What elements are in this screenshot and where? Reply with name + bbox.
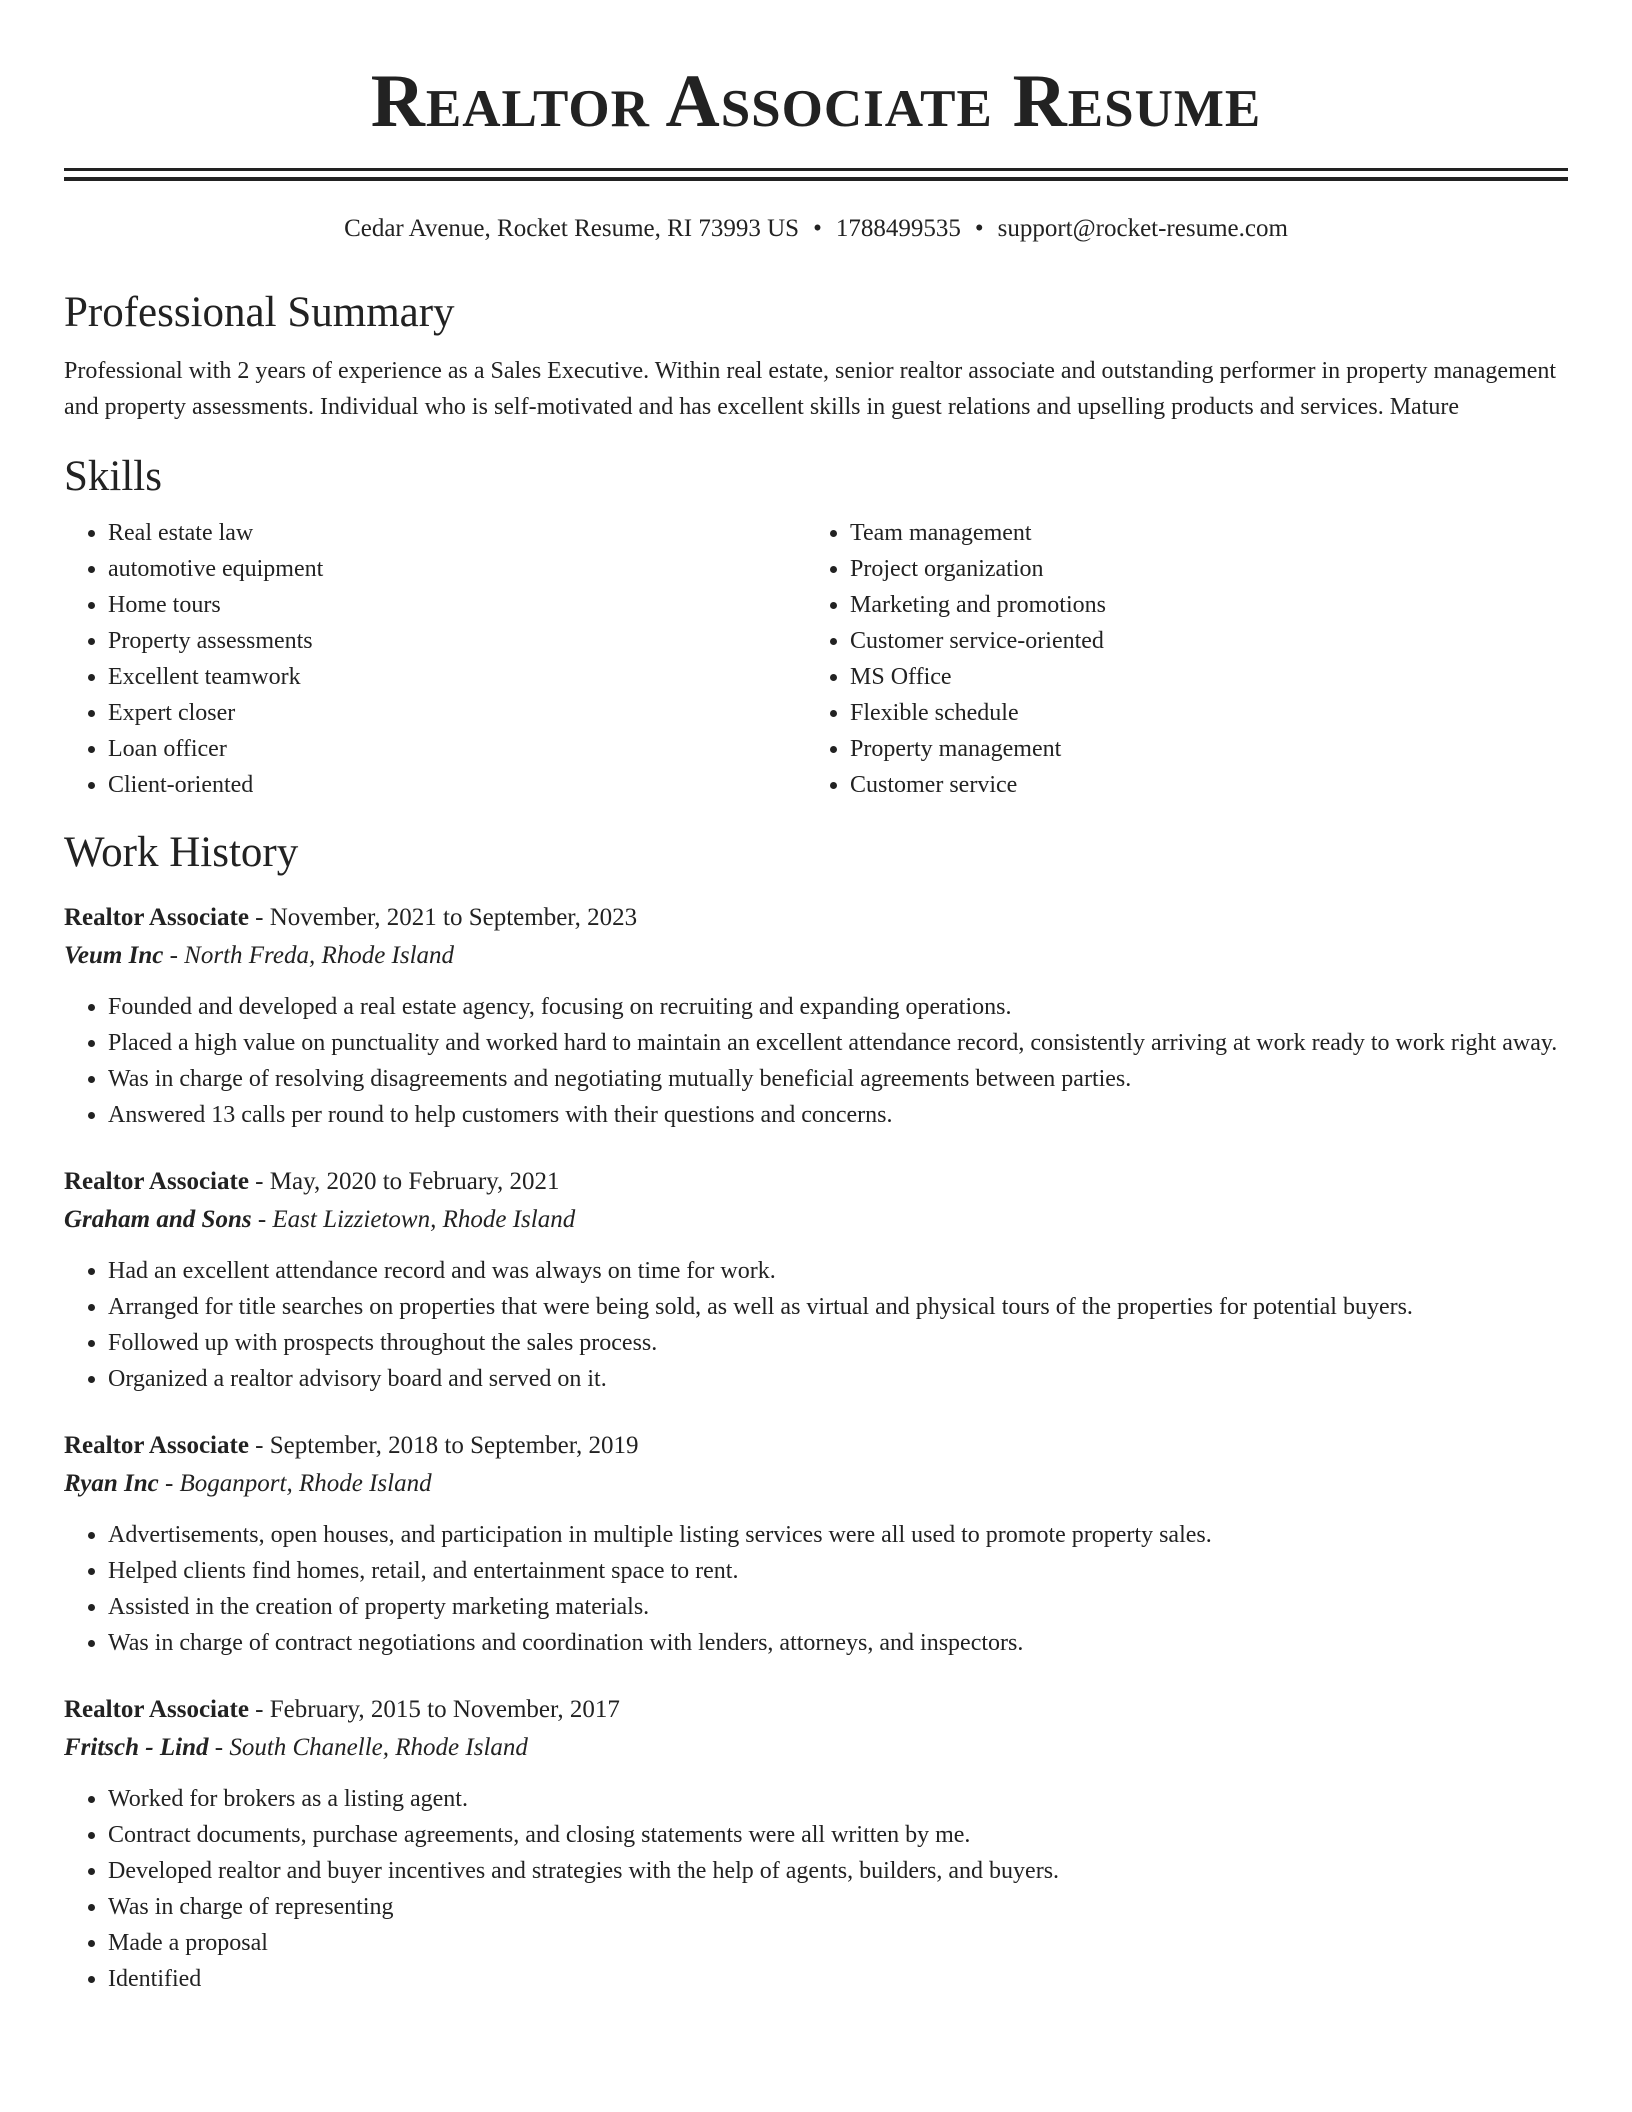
job-company: Fritsch - Lind — [64, 1734, 209, 1761]
job-bullet: • Was in charge of contract negotiations and coordination with lenders, attorneys, and inspectors. — [108, 1625, 1568, 1661]
job-bullets — [64, 989, 1568, 1133]
skill-item: • MS Office — [850, 659, 1550, 695]
job-title-line — [64, 899, 1568, 937]
contact-separator: • — [813, 215, 822, 242]
skill-item: • automotive equipment — [108, 551, 806, 587]
job-role: Realtor Associate — [64, 904, 249, 931]
contact-line — [64, 213, 1568, 245]
contact-phone: 1788499535 — [835, 215, 961, 242]
job-bullets — [64, 1781, 1568, 1997]
job-title-line — [64, 1163, 1568, 1201]
skill-item: • Loan officer — [108, 731, 806, 767]
job-bullet: • Placed a high value on punctuality and worked hard to maintain an excellent attendance record, consistently arriving at work ready to work right away. — [108, 1025, 1568, 1061]
job-dash: - — [248, 904, 270, 931]
job-bullet: • Was in charge of resolving disagreements and negotiating mutually beneficial agreements between parties. — [108, 1061, 1568, 1097]
job-dates: May, 2020 to February, 2021 — [269, 1168, 560, 1195]
title-divider-top — [64, 168, 1568, 171]
skills-column-right — [806, 515, 1550, 803]
job-company: Veum Inc — [64, 942, 164, 969]
resume-title: Realtor Associate Resume — [370, 60, 1262, 143]
job-dates: February, 2015 to November, 2017 — [269, 1696, 620, 1723]
job-bullet: • Made a proposal — [108, 1925, 1568, 1961]
job-entry — [64, 1691, 1568, 1997]
job-bullet: • Founded and developed a real estate agency, focusing on recruiting and expanding operations. — [108, 989, 1568, 1025]
job-bullet: • Identified — [108, 1961, 1568, 1997]
work-history-heading: Work History — [64, 829, 299, 876]
job-dash: - — [248, 1696, 270, 1723]
job-bullet: • Followed up with prospects throughout the sales process. — [108, 1325, 1568, 1361]
skill-item: • Customer service — [850, 767, 1550, 803]
job-entry — [64, 1427, 1568, 1661]
job-dash: - — [251, 1206, 273, 1233]
job-role: Realtor Associate — [64, 1168, 249, 1195]
skills-list — [64, 515, 1568, 803]
summary-text: Professional with 2 years of experience as a Sales Executive. Within real estate, senior realtor associate and outstanding performer in property management and property assessments. Individual who is self-motivated and has excellent skills in guest relations and upselling products and services. Mature — [64, 358, 1557, 420]
job-role: Realtor Associate — [64, 1432, 249, 1459]
job-company: Graham and Sons — [64, 1206, 252, 1233]
job-bullet: • Assisted in the creation of property marketing materials. — [108, 1589, 1568, 1625]
job-dash: - — [208, 1734, 230, 1761]
job-location: East Lizzietown, Rhode Island — [272, 1206, 576, 1233]
job-dash: - — [248, 1168, 270, 1195]
skill-item: • Expert closer — [108, 695, 806, 731]
skills-heading: Skills — [64, 453, 162, 500]
skill-item: • Property assessments — [108, 623, 806, 659]
job-title-line — [64, 1691, 1568, 1729]
job-entry — [64, 1163, 1568, 1397]
company-line — [64, 1201, 1568, 1239]
job-bullet: • Was in charge of representing — [108, 1889, 1568, 1925]
job-bullet: • Contract documents, purchase agreements, and closing statements were all written by me. — [108, 1817, 1568, 1853]
company-line — [64, 1729, 1568, 1767]
job-bullet: • Organized a realtor advisory board and served on it. — [108, 1361, 1568, 1397]
job-bullet: • Helped clients find homes, retail, and entertainment space to rent. — [108, 1553, 1568, 1589]
company-line — [64, 937, 1568, 975]
job-bullet: • Answered 13 calls per round to help customers with their questions and concerns. — [108, 1097, 1568, 1133]
job-company: Ryan Inc — [64, 1470, 159, 1497]
job-title-line — [64, 1427, 1568, 1465]
contact-address: Cedar Avenue, Rocket Resume, RI 73993 US — [344, 215, 800, 242]
company-line — [64, 1465, 1568, 1503]
job-bullets — [64, 1517, 1568, 1661]
job-dash: - — [248, 1432, 270, 1459]
job-bullet: • Arranged for title searches on properties that were being sold, as well as virtual and physical tours of the properties for potential buyers. — [108, 1289, 1568, 1325]
job-dash: - — [163, 942, 185, 969]
skill-item: • Customer service-oriented — [850, 623, 1550, 659]
job-dates: September, 2018 to September, 2019 — [269, 1432, 639, 1459]
contact-email: support@rocket-resume.com — [997, 215, 1288, 242]
skill-item: • Project organization — [850, 551, 1550, 587]
skill-item: • Real estate law — [108, 515, 806, 551]
skills-column-left — [64, 515, 806, 803]
skill-item: • Property management — [850, 731, 1550, 767]
job-location: Boganport, Rhode Island — [179, 1470, 432, 1497]
job-dash: - — [158, 1470, 180, 1497]
skill-item: • Client-oriented — [108, 767, 806, 803]
job-bullet: • Developed realtor and buyer incentives and strategies with the help of agents, builders, and buyers. — [108, 1853, 1568, 1889]
skill-item: • Team management — [850, 515, 1550, 551]
skill-item: • Home tours — [108, 587, 806, 623]
title-divider-bottom — [64, 177, 1568, 181]
job-role: Realtor Associate — [64, 1696, 249, 1723]
job-entry — [64, 899, 1568, 1133]
job-bullet: • Worked for brokers as a listing agent. — [108, 1781, 1568, 1817]
skill-item: • Flexible schedule — [850, 695, 1550, 731]
summary-heading: Professional Summary — [64, 289, 455, 336]
job-location: North Freda, Rhode Island — [184, 942, 455, 969]
job-dates: November, 2021 to September, 2023 — [269, 904, 638, 931]
contact-separator: • — [974, 215, 984, 242]
skill-item: • Marketing and promotions — [850, 587, 1550, 623]
resume-page — [64, 0, 1568, 1997]
job-bullet: • Had an excellent attendance record and was always on time for work. — [108, 1253, 1568, 1289]
job-location: South Chanelle, Rhode Island — [229, 1734, 528, 1761]
job-bullets — [64, 1253, 1568, 1397]
skill-item: • Excellent teamwork — [108, 659, 806, 695]
job-bullet: • Advertisements, open houses, and participation in multiple listing services were all used to promote property sales. — [108, 1517, 1568, 1553]
